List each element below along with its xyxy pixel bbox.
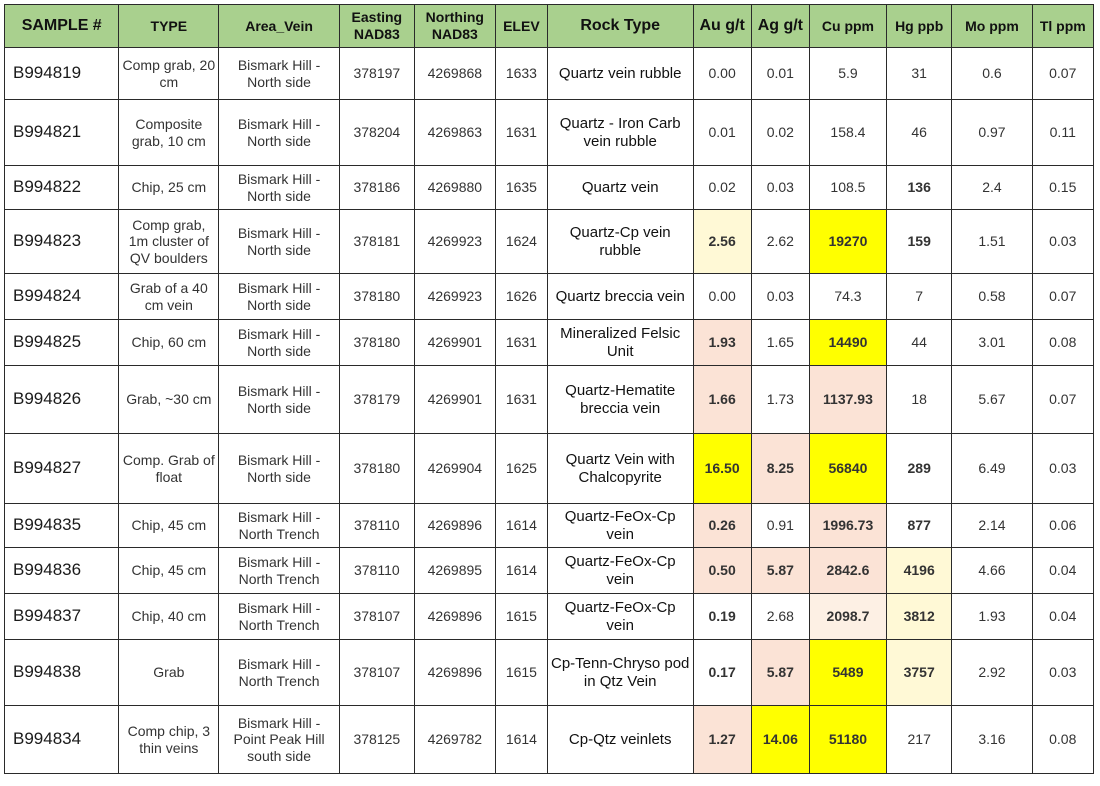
cell-tl: 0.04 [1032, 594, 1093, 640]
header-rock-type: Rock Type [547, 5, 693, 48]
cell-elev: 1624 [495, 210, 547, 274]
cell-mo: 0.97 [952, 100, 1032, 166]
cell-cu: 1137.93 [809, 366, 886, 434]
cell-au: 0.02 [693, 166, 751, 210]
cell-rock-type: Cp-Qtz veinlets [547, 706, 693, 774]
cell-rock-type: Mineralized Felsic Unit [547, 320, 693, 366]
cell-area: Bismark Hill - North Trench [219, 594, 340, 640]
cell-mo: 0.58 [952, 274, 1032, 320]
cell-hg: 217 [886, 706, 952, 774]
cell-area: Bismark Hill - North side [219, 210, 340, 274]
cell-area: Bismark Hill - North Trench [219, 548, 340, 594]
cell-type: Comp grab, 1m cluster of QV boulders [119, 210, 219, 274]
cell-area: Bismark Hill - North side [219, 320, 340, 366]
cell-easting: 378110 [339, 548, 414, 594]
cell-area: Bismark Hill - North Trench [219, 640, 340, 706]
cell-rock-type: Quartz-Hematite breccia vein [547, 366, 693, 434]
cell-sample: B994824 [5, 274, 119, 320]
cell-elev: 1633 [495, 48, 547, 100]
cell-hg: 31 [886, 48, 952, 100]
cell-area: Bismark Hill - Point Peak Hill south side [219, 706, 340, 774]
cell-northing: 4269901 [414, 320, 495, 366]
table-row [5, 434, 1094, 504]
cell-sample: B994835 [5, 504, 119, 548]
cell-elev: 1615 [495, 640, 547, 706]
table-row [5, 366, 1094, 434]
cell-mo: 2.14 [952, 504, 1032, 548]
cell-area: Bismark Hill - North Trench [219, 504, 340, 548]
cell-au: 1.27 [693, 706, 751, 774]
cell-rock-type: Quartz vein rubble [547, 48, 693, 100]
cell-mo: 5.67 [952, 366, 1032, 434]
cell-rock-type: Quartz - Iron Carb vein rubble [547, 100, 693, 166]
cell-cu: 74.3 [809, 274, 886, 320]
cell-ag: 5.87 [751, 640, 809, 706]
cell-easting: 378204 [339, 100, 414, 166]
cell-type: Comp chip, 3 thin veins [119, 706, 219, 774]
cell-mo: 2.4 [952, 166, 1032, 210]
cell-northing: 4269863 [414, 100, 495, 166]
cell-mo: 6.49 [952, 434, 1032, 504]
cell-ag: 0.01 [751, 48, 809, 100]
cell-northing: 4269868 [414, 48, 495, 100]
cell-tl: 0.07 [1032, 274, 1093, 320]
cell-rock-type: Quartz vein [547, 166, 693, 210]
cell-hg: 44 [886, 320, 952, 366]
cell-cu: 51180 [809, 706, 886, 774]
cell-tl: 0.03 [1032, 434, 1093, 504]
header-easting [339, 5, 414, 48]
table-row [5, 210, 1094, 274]
cell-rock-type: Quartz-Cp vein rubble [547, 210, 693, 274]
cell-cu: 2098.7 [809, 594, 886, 640]
cell-area: Bismark Hill - North side [219, 166, 340, 210]
cell-ag: 8.25 [751, 434, 809, 504]
cell-tl: 0.07 [1032, 366, 1093, 434]
cell-elev: 1635 [495, 166, 547, 210]
cell-easting: 378110 [339, 504, 414, 548]
cell-elev: 1625 [495, 434, 547, 504]
cell-cu: 2842.6 [809, 548, 886, 594]
cell-mo: 1.51 [952, 210, 1032, 274]
cell-au: 0.50 [693, 548, 751, 594]
cell-elev: 1614 [495, 548, 547, 594]
cell-area: Bismark Hill - North side [219, 366, 340, 434]
header-tl: Tl ppm [1032, 5, 1093, 48]
cell-northing: 4269896 [414, 640, 495, 706]
header-hg: Hg ppb [886, 5, 952, 48]
cell-easting: 378181 [339, 210, 414, 274]
table-row [5, 100, 1094, 166]
cell-elev: 1626 [495, 274, 547, 320]
cell-au: 0.26 [693, 504, 751, 548]
cell-hg: 136 [886, 166, 952, 210]
cell-hg: 4196 [886, 548, 952, 594]
cell-northing: 4269901 [414, 366, 495, 434]
cell-ag: 1.65 [751, 320, 809, 366]
cell-cu: 5.9 [809, 48, 886, 100]
cell-sample: B994823 [5, 210, 119, 274]
cell-rock-type: Quartz-FeOx-Cp vein [547, 504, 693, 548]
cell-elev: 1615 [495, 594, 547, 640]
cell-type: Grab [119, 640, 219, 706]
cell-easting: 378180 [339, 274, 414, 320]
header-elev: ELEV [495, 5, 547, 48]
table-row [5, 640, 1094, 706]
cell-au: 0.00 [693, 274, 751, 320]
cell-northing: 4269923 [414, 274, 495, 320]
cell-hg: 7 [886, 274, 952, 320]
header-easting-line2: NAD83 [353, 26, 400, 42]
cell-rock-type: Cp-Tenn-Chryso pod in Qtz Vein [547, 640, 693, 706]
table-row [5, 706, 1094, 774]
cell-type: Grab, ~30 cm [119, 366, 219, 434]
cell-easting: 378197 [339, 48, 414, 100]
assay-results-table [4, 4, 1094, 774]
header-northing-line1: Northing [425, 9, 484, 26]
header-sample: SAMPLE # [5, 5, 119, 48]
cell-ag: 2.62 [751, 210, 809, 274]
cell-type: Comp grab, 20 cm [119, 48, 219, 100]
cell-northing: 4269923 [414, 210, 495, 274]
cell-sample: B994834 [5, 706, 119, 774]
cell-sample: B994819 [5, 48, 119, 100]
header-mo: Mo ppm [952, 5, 1032, 48]
cell-type: Chip, 60 cm [119, 320, 219, 366]
cell-northing: 4269904 [414, 434, 495, 504]
header-au: Au g/t [693, 5, 751, 48]
cell-mo: 2.92 [952, 640, 1032, 706]
header-northing-line2: NAD83 [431, 26, 478, 42]
cell-tl: 0.04 [1032, 548, 1093, 594]
header-type: TYPE [119, 5, 219, 48]
cell-tl: 0.15 [1032, 166, 1093, 210]
cell-ag: 14.06 [751, 706, 809, 774]
cell-au: 0.00 [693, 48, 751, 100]
cell-cu: 108.5 [809, 166, 886, 210]
cell-easting: 378180 [339, 320, 414, 366]
cell-mo: 4.66 [952, 548, 1032, 594]
cell-ag: 2.68 [751, 594, 809, 640]
cell-type: Chip, 45 cm [119, 504, 219, 548]
table-row [5, 548, 1094, 594]
cell-hg: 18 [886, 366, 952, 434]
cell-hg: 289 [886, 434, 952, 504]
cell-rock-type: Quartz Vein with Chalcopyrite [547, 434, 693, 504]
cell-type: Chip, 45 cm [119, 548, 219, 594]
cell-au: 0.01 [693, 100, 751, 166]
cell-au: 0.19 [693, 594, 751, 640]
table-row [5, 320, 1094, 366]
cell-northing: 4269896 [414, 594, 495, 640]
cell-hg: 3812 [886, 594, 952, 640]
cell-easting: 378107 [339, 640, 414, 706]
cell-cu: 19270 [809, 210, 886, 274]
cell-ag: 0.03 [751, 274, 809, 320]
cell-ag: 5.87 [751, 548, 809, 594]
cell-tl: 0.03 [1032, 640, 1093, 706]
cell-rock-type: Quartz-FeOx-Cp vein [547, 548, 693, 594]
header-ag: Ag g/t [751, 5, 809, 48]
cell-type: Comp. Grab of float [119, 434, 219, 504]
table-row [5, 594, 1094, 640]
cell-easting: 378107 [339, 594, 414, 640]
cell-northing: 4269782 [414, 706, 495, 774]
cell-hg: 877 [886, 504, 952, 548]
cell-rock-type: Quartz-FeOx-Cp vein [547, 594, 693, 640]
cell-au: 1.66 [693, 366, 751, 434]
cell-ag: 0.03 [751, 166, 809, 210]
cell-hg: 3757 [886, 640, 952, 706]
cell-area: Bismark Hill - North side [219, 274, 340, 320]
cell-elev: 1631 [495, 366, 547, 434]
cell-cu: 14490 [809, 320, 886, 366]
cell-au: 16.50 [693, 434, 751, 504]
cell-au: 2.56 [693, 210, 751, 274]
cell-ag: 0.91 [751, 504, 809, 548]
cell-easting: 378180 [339, 434, 414, 504]
cell-hg: 159 [886, 210, 952, 274]
cell-mo: 3.16 [952, 706, 1032, 774]
cell-easting: 378179 [339, 366, 414, 434]
header-easting-line1: Easting [351, 9, 403, 26]
cell-northing: 4269895 [414, 548, 495, 594]
cell-tl: 0.07 [1032, 48, 1093, 100]
cell-tl: 0.03 [1032, 210, 1093, 274]
cell-type: Composite grab, 10 cm [119, 100, 219, 166]
cell-mo: 3.01 [952, 320, 1032, 366]
cell-northing: 4269880 [414, 166, 495, 210]
header-row [5, 5, 1094, 48]
cell-au: 1.93 [693, 320, 751, 366]
table-row [5, 166, 1094, 210]
cell-tl: 0.08 [1032, 320, 1093, 366]
cell-mo: 1.93 [952, 594, 1032, 640]
header-northing [414, 5, 495, 48]
cell-cu: 1996.73 [809, 504, 886, 548]
cell-cu: 5489 [809, 640, 886, 706]
cell-tl: 0.06 [1032, 504, 1093, 548]
cell-hg: 46 [886, 100, 952, 166]
cell-sample: B994822 [5, 166, 119, 210]
cell-sample: B994836 [5, 548, 119, 594]
cell-ag: 0.02 [751, 100, 809, 166]
cell-area: Bismark Hill - North side [219, 48, 340, 100]
cell-sample: B994825 [5, 320, 119, 366]
header-cu: Cu ppm [809, 5, 886, 48]
cell-northing: 4269896 [414, 504, 495, 548]
cell-sample: B994821 [5, 100, 119, 166]
cell-tl: 0.11 [1032, 100, 1093, 166]
cell-rock-type: Quartz breccia vein [547, 274, 693, 320]
cell-cu: 158.4 [809, 100, 886, 166]
cell-ag: 1.73 [751, 366, 809, 434]
cell-au: 0.17 [693, 640, 751, 706]
cell-tl: 0.08 [1032, 706, 1093, 774]
cell-area: Bismark Hill - North side [219, 434, 340, 504]
cell-sample: B994838 [5, 640, 119, 706]
cell-sample: B994826 [5, 366, 119, 434]
cell-elev: 1614 [495, 504, 547, 548]
header-area: Area_Vein [219, 5, 340, 48]
cell-elev: 1614 [495, 706, 547, 774]
cell-type: Grab of a 40 cm vein [119, 274, 219, 320]
cell-sample: B994837 [5, 594, 119, 640]
cell-type: Chip, 25 cm [119, 166, 219, 210]
cell-elev: 1631 [495, 320, 547, 366]
cell-easting: 378186 [339, 166, 414, 210]
table-row [5, 274, 1094, 320]
table-row [5, 504, 1094, 548]
cell-elev: 1631 [495, 100, 547, 166]
cell-area: Bismark Hill - North side [219, 100, 340, 166]
table-row [5, 48, 1094, 100]
cell-sample: B994827 [5, 434, 119, 504]
cell-mo: 0.6 [952, 48, 1032, 100]
cell-cu: 56840 [809, 434, 886, 504]
cell-type: Chip, 40 cm [119, 594, 219, 640]
cell-easting: 378125 [339, 706, 414, 774]
